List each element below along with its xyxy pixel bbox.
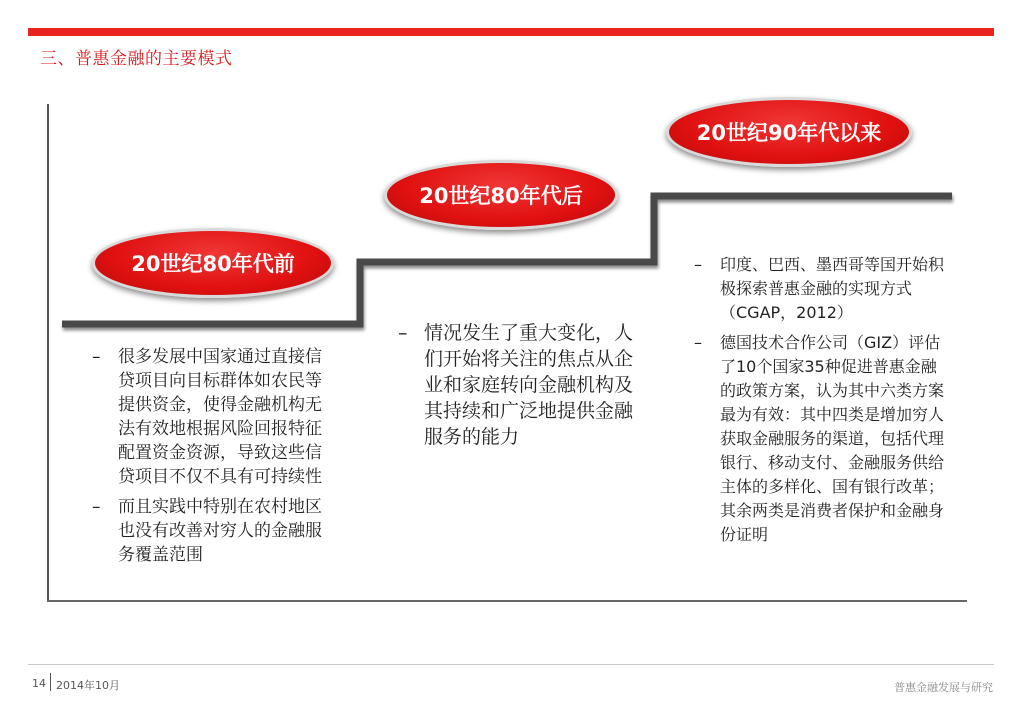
stage-badge-label: 20世纪90年代以来 <box>696 121 882 145</box>
stage-badge-pre-1980s <box>92 228 334 298</box>
bullet-item <box>398 320 638 450</box>
stage-badge-label: 20世纪80年代后 <box>419 184 583 208</box>
bullet-marker: – <box>92 347 101 367</box>
bullet-item <box>694 331 948 547</box>
footer-title: 普惠金融发展与研究 <box>894 681 993 694</box>
page-number: 14 <box>32 677 46 690</box>
stage-badge-post-1980s <box>384 160 618 230</box>
bullet-item <box>92 495 328 567</box>
bullet-text: 而且实践中特别在农村地区也没有改善对穷人的金融服务覆盖范围 <box>118 497 322 565</box>
bullet-marker: – <box>694 333 702 352</box>
bullet-text: 情况发生了重大变化，人们开始将关注的焦点从企业和家庭转向金融机构及其持续和广泛地提供金融服务的能力 <box>424 322 634 448</box>
stage-2-bullet-list <box>398 320 638 456</box>
stage-badge-since-1990s <box>666 97 912 167</box>
bullet-text: 德国技术合作公司（GIZ）评估了10个国家35种促进普惠金融的政策方案，认为其中六类方案最为有效：其中四类是增加穷人获取金融服务的渠道，包括代理银行、移动支付、金融服务供给主体的多样化、国有银行改革；其余两类是消费者保护和金融身份证明 <box>720 333 945 544</box>
bullet-marker: – <box>398 322 408 344</box>
bullet-item <box>92 345 328 489</box>
footer-divider <box>28 664 994 665</box>
bullet-marker: – <box>92 497 101 517</box>
bullet-text: 很多发展中国家通过直接信贷项目向目标群体如农民等提供资金，使得金融机构无法有效地根据风险回报特征配置资金资源，导致这些信贷项目不仅不具有可持续性 <box>118 347 322 487</box>
bullet-text: 印度、巴西、墨西哥等国开始积极探索普惠金融的实现方式（CGAP，2012） <box>720 255 945 322</box>
stage-1-bullet-list <box>92 345 328 573</box>
bullet-marker: – <box>694 255 702 274</box>
stage-3-bullet-list <box>694 253 948 553</box>
footer-separator <box>50 673 51 691</box>
stage-badge-label: 20世纪80年代前 <box>131 252 295 276</box>
bullet-item <box>694 253 948 325</box>
footer-date: 2014年10月 <box>56 679 120 692</box>
section-title: 三、普惠金融的主要模式 <box>40 49 233 69</box>
